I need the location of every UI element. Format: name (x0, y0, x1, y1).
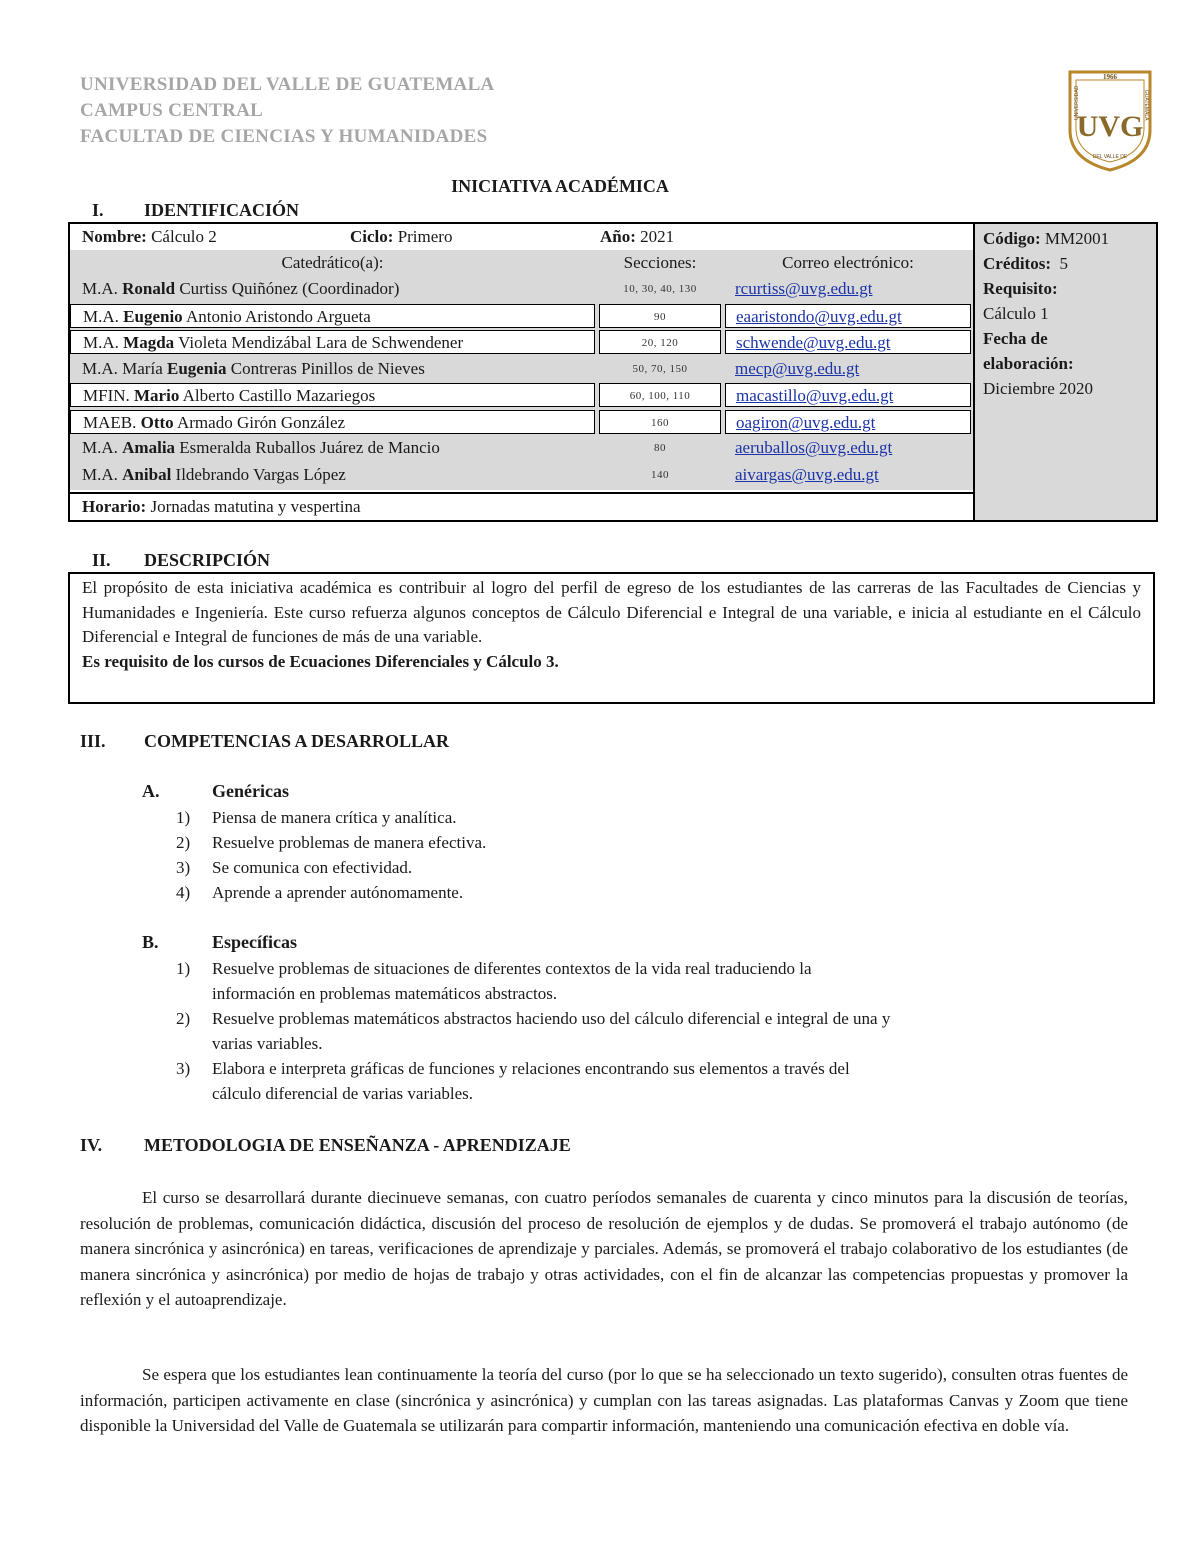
document-title: INICIATIVA ACADÉMICA (451, 176, 669, 196)
professor-name: M.A. Eugenio Antonio Aristondo Argueta (70, 304, 595, 328)
professor-row (70, 329, 973, 356)
professor-email-link[interactable]: rcurtiss@uvg.edu.gt (735, 279, 873, 298)
svg-text:UNIVERSIDAD: UNIVERSIDAD (1074, 85, 1080, 120)
professor-email-link[interactable]: aivargas@uvg.edu.gt (735, 464, 879, 484)
professor-row (70, 356, 973, 383)
competency-item: 3) Se comunica con efectividad. (176, 858, 413, 877)
professor-name: M.A. Ronald Curtiss Quiñónez (Coordinador) (70, 277, 595, 301)
professor-email-cell (725, 304, 971, 328)
professor-email-cell (725, 357, 971, 381)
description-requirement: Es requisito de los cursos de Ecuaciones Diferenciales y Cálculo 3. (82, 651, 559, 671)
specific-competencies-list (176, 956, 1136, 1106)
section-4-heading: IV. METODOLOGIA DE ENSEÑANZA - APRENDIZAJE (80, 1135, 571, 1155)
professor-email-cell (725, 330, 971, 354)
professor-sections: 90 (599, 304, 721, 328)
professor-row (70, 435, 973, 462)
horario-row: Horario: Jornadas matutina y vespertina (70, 492, 973, 520)
methodology-paragraph-2: Se espera que los estudiantes lean continuamente la teoría del curso (por lo que se ha seleccionado un texto sugerido), consulten otras fuentes de información, participen activamente en clase (sincrónica y asincrónica) y cumplan con las tareas asignadas. Las plataformas Canvas y Zoom que tiene disponible la Universidad del Valle de Guatemala se utilizarán para compartir información, manteniendo una comunicación efectiva en doble vía. (80, 1365, 1128, 1435)
methodology-paragraph-1: El curso se desarrollará durante diecinueve semanas, con cuatro períodos semanales de cuarenta y cinco minutos para la discusión de teorías, resolución de problemas, comunicación didáctica, discusión del proceso de resolución de ejemplos y de dudas. Se promoverá el trabajo autónomo (de manera sincrónica y asincrónica) en tareas, verificaciones de aprendizaje y parciales. Además, se promoverá el trabajo colaborativo de los estudiantes (de manera sincrónica y asincrónica) por medio de hojas de trabajo y otras actividades, con el fin de alcanzar las competencias propuestas y promover la reflexión y el autoaprendizaje. (80, 1188, 1128, 1309)
professor-email-cell (725, 463, 971, 487)
identification-table (68, 222, 1158, 522)
university-name: UNIVERSIDAD DEL VALLE DE GUATEMALA (80, 74, 495, 95)
professor-email-link[interactable]: eaaristondo@uvg.edu.gt (736, 306, 902, 326)
professor-sections: 60, 100, 110 (599, 383, 721, 407)
competency-item: 2) Resuelve problemas matemáticos abstractos haciendo uso del cálculo diferencial e integral de una y varias variables. (176, 1009, 891, 1053)
section-3-heading: III. COMPETENCIAS A DESARROLLAR (80, 731, 450, 751)
generic-competencies-heading: A. Genéricas (142, 781, 289, 801)
professor-row (70, 276, 973, 303)
professor-sections: 20, 120 (599, 330, 721, 354)
col-catedratico: Catedrático(a): (70, 251, 595, 275)
campus-name: CAMPUS CENTRAL (80, 100, 264, 121)
professor-email-cell (725, 436, 971, 460)
professor-name: M.A. María Eugenia Contreras Pinillos de Nieves (70, 357, 595, 381)
professor-row (70, 462, 973, 489)
professor-name: M.A. Magda Violeta Mendizábal Lara de Schwendener (70, 330, 595, 354)
course-prerequisite: Cálculo 1 (983, 304, 1049, 323)
competency-item: 1) Piensa de manera crítica y analítica. (176, 808, 457, 827)
svg-text:DEL VALLE DE: DEL VALLE DE (1092, 154, 1128, 160)
course-credits: 5 (1059, 254, 1068, 273)
competency-item: 2) Resuelve problemas de manera efectiva. (176, 833, 487, 852)
professor-row (70, 382, 973, 409)
professor-row (70, 409, 973, 436)
professor-row (70, 303, 973, 330)
professor-sections: 10, 30, 40, 130 (599, 277, 721, 301)
faculty-name: FACULTAD DE CIENCIAS Y HUMANIDADES (80, 126, 488, 147)
section-2-heading: II. DESCRIPCIÓN (92, 550, 271, 570)
svg-text:UVG: UVG (1076, 110, 1144, 143)
competency-item: 1) Resuelve problemas de situaciones de diferentes contextos de la vida real traduciendo la información en problemas matemáticos abstractos. (176, 959, 812, 1003)
section-1-heading: I. IDENTIFICACIÓN (92, 200, 300, 220)
professor-name: MAEB. Otto Armado Girón González (70, 410, 595, 434)
professor-email-cell (725, 410, 971, 434)
description-box (68, 572, 1155, 704)
professors-header-row (70, 250, 973, 276)
professor-sections: 50, 70, 150 (599, 357, 721, 381)
course-info-row: Nombre: Cálculo 2 Ciclo: Primero Año: 2021 (82, 227, 675, 246)
professor-email-link[interactable]: schwende@uvg.edu.gt (736, 333, 891, 352)
svg-text:1966: 1966 (1103, 73, 1117, 81)
generic-competencies-list (176, 805, 1136, 905)
professor-name: M.A. Amalia Esmeralda Ruballos Juárez de Mancio (70, 436, 595, 460)
elaboration-date: Diciembre 2020 (983, 379, 1093, 398)
professor-name: M.A. Anibal Ildebrando Vargas López (70, 463, 595, 487)
professor-email-link[interactable]: oagiron@uvg.edu.gt (736, 412, 876, 432)
professor-sections: 80 (599, 436, 721, 460)
professor-email-link[interactable]: macastillo@uvg.edu.gt (736, 386, 894, 405)
col-secciones: Secciones: (599, 251, 721, 275)
professor-email-cell (725, 383, 971, 407)
professor-email-link[interactable]: mecp@uvg.edu.gt (735, 358, 860, 378)
col-correo: Correo electrónico: (725, 251, 971, 275)
professor-sections: 140 (599, 463, 721, 487)
professor-name: MFIN. Mario Alberto Castillo Mazariegos (70, 383, 595, 407)
svg-text:GUATEMALA: GUATEMALA (1143, 90, 1149, 121)
competency-item: 3) Elabora e interpreta gráficas de funciones y relaciones encontrando sus elementos a través del cálculo diferencial de varias variables. (176, 1059, 850, 1103)
description-text: El propósito de esta iniciativa académica es contribuir al logro del perfil de egreso de los estudiantes de las carreras de las Facultades de Ciencias y Humanidades e Ingeniería. Este curso refuerza algunos conceptos de Cálculo Diferencial e Integral de una variable, e inicia al estudiante en el Cálculo Diferencial e Integral de funciones de más de una variable. (82, 578, 1141, 646)
uvg-logo (1066, 68, 1154, 172)
professor-email-link[interactable]: aeruballos@uvg.edu.gt (735, 438, 893, 457)
specific-competencies-heading: B. Específicas (142, 932, 297, 952)
competency-item: 4) Aprende a aprender autónomamente. (176, 883, 464, 902)
professor-email-cell (725, 277, 971, 301)
course-details-panel: Código: MM2001 Créditos: 5 Requisito: Cálculo 1 Fecha de elaboración: Diciembre 2020 (973, 224, 1156, 520)
professor-sections: 160 (599, 410, 721, 434)
course-code: MM2001 (1044, 229, 1110, 248)
